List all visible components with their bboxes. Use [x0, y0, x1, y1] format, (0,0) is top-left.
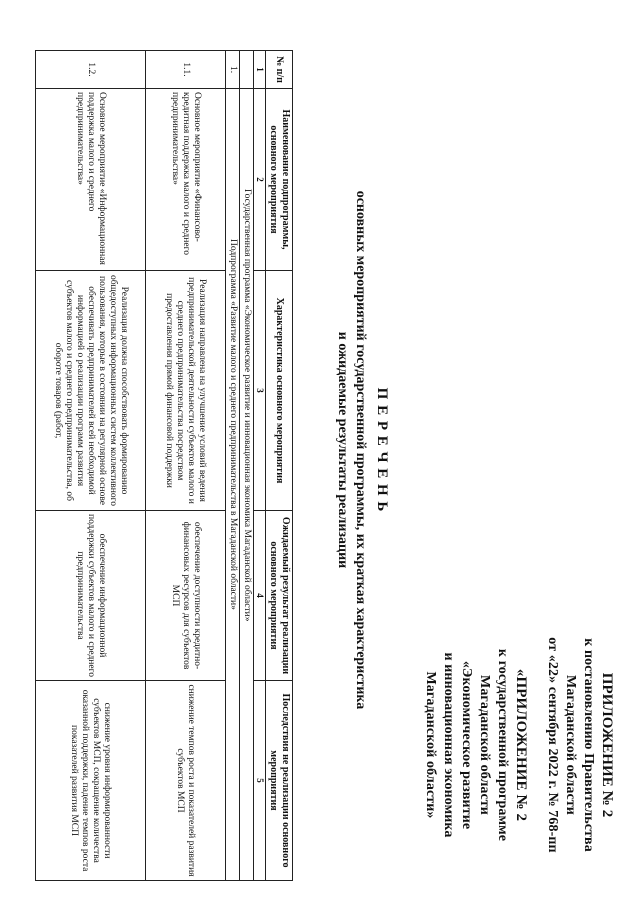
appendix-title: ПРИЛОЖЕНИЕ № 2	[599, 672, 615, 818]
program-appendix-line: к государственной программе	[495, 648, 510, 842]
header-consequence: Последствия не реализации основного мероприятия	[266, 681, 293, 881]
row-description: Реализация должна способствовать формированию общедоступных информационных систем коллективного пользования, которые в состоянии на регулярной основе обеспечивать предпринимателей всей необходимой информацией о реализации программ развития субъектов малого и среднего предпринимательства, об обороте товаров (работ,	[36, 271, 146, 511]
row-name: Основное мероприятие «Информационная поддержка малого и среднего предпринимательства»	[36, 89, 146, 271]
row-description: Реализация направлена на улучшение условий ведения предпринимательской деятельности субъектов малого и среднего предпринимательства посредством предоставления прямой финансовой поддержки	[146, 271, 226, 511]
subprogram-row	[226, 51, 240, 881]
program-region-line: Магаданской области	[477, 675, 492, 815]
column-number: 1	[254, 51, 266, 89]
program-name-line2: и инновационная экономика	[441, 652, 456, 838]
header-number: № п/п	[266, 51, 293, 89]
row-result: обеспечение доступности кредитно-финансовых ресурсов для субъектов МСП	[146, 511, 226, 681]
document-heading: П Е Р Е Ч Е Н Ь	[374, 387, 390, 513]
column-number: 2	[254, 89, 266, 271]
program-row	[240, 51, 254, 881]
row-number: 1.2.	[36, 51, 146, 89]
table-row	[146, 51, 226, 881]
row-consequence: снижение уровня информированности субъектов МСП, сокращение количества оказанной поддержки, падение темпов роста показателей развития МСП	[36, 681, 146, 881]
table-row	[36, 51, 146, 881]
column-number-row	[254, 51, 266, 881]
column-number: 4	[254, 511, 266, 681]
document-title-line2: и ожидаемые результаты реализации	[335, 331, 350, 569]
subprogram-name: Подпрограмма «Развитие малого и среднего предпринимательства в Магаданской области»	[226, 89, 240, 881]
column-number: 5	[254, 681, 266, 881]
program-number-cell	[240, 51, 254, 89]
activities-table	[35, 50, 293, 881]
header-name: Наименование подпрограммы, основного мероприятия	[266, 89, 293, 271]
program-name-line3: Магаданской области»	[423, 671, 438, 819]
row-number: 1.1.	[146, 51, 226, 89]
program-name: Государственная программа «Экономическое развитие и инновационная экономика Магаданской области»	[240, 89, 254, 881]
row-name: Основное мероприятие «Финансово-кредитная поддержка малого и среднего предпринимательства»	[146, 89, 226, 271]
appendix-decree-line: к постановлению Правительства	[581, 638, 596, 852]
subprogram-number: 1.	[226, 51, 240, 89]
column-number: 3	[254, 271, 266, 511]
document-title-line1: основных мероприятий государственной программы, их краткая характеристика	[353, 190, 368, 710]
header-result: Ожидаемый результат реализации основного мероприятия	[266, 511, 293, 681]
program-appendix-title: «ПРИЛОЖЕНИЕ № 2	[513, 668, 529, 822]
program-name-line1: «Экономическое развитие	[459, 660, 474, 830]
appendix-date-line: от «22» сентября 2022 г. № 768-пп	[545, 637, 560, 853]
row-result: обеспечение информационной поддержки субъектов малого и среднего предпринимательства	[36, 511, 146, 681]
header-description: Характеристика основного мероприятия	[266, 271, 293, 511]
row-consequence: снижение темпов роста и показателей развития субъектов МСП	[146, 681, 226, 881]
appendix-region-line: Магаданской области	[563, 675, 578, 815]
table-header-row	[266, 51, 293, 881]
